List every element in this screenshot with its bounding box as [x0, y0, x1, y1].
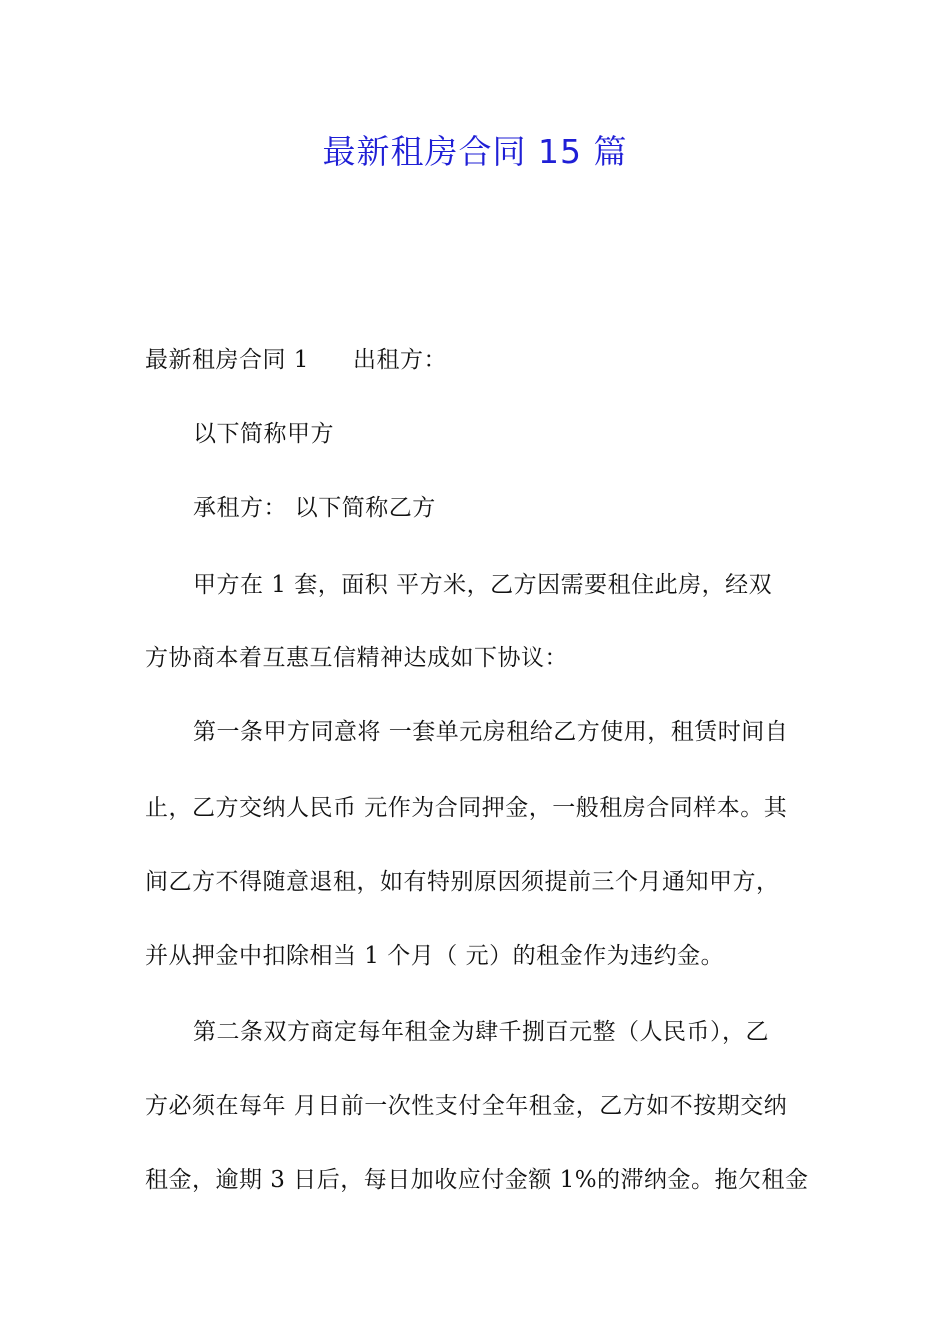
paragraph-text: 间乙方不得随意退租，如有特别原因须提前三个月通知甲方，	[145, 869, 780, 895]
document-title: 最新租房合同 15 篇	[322, 132, 628, 171]
paragraph-text: 第一条甲方同意将 一套单元房租给乙方使用，租赁时间自	[193, 719, 789, 745]
section-heading: 最新租房合同 1	[145, 347, 309, 373]
text-line-3	[193, 493, 436, 523]
paragraph-text: 甲方在 1 套，面积 平方米，乙方因需要租住此房，经双	[193, 572, 773, 598]
text-line-6	[193, 717, 788, 747]
lessor-label: 出租方：	[352, 347, 447, 373]
text-line-8	[145, 867, 780, 897]
paragraph-text: 租金，逾期 3 日后，每日加收应付金额 1%的滞纳金。拖欠租金	[145, 1167, 809, 1193]
text-line-2	[193, 419, 334, 449]
text-line-9	[145, 941, 724, 971]
text-line-4	[193, 570, 772, 600]
paragraph-text: 方必须在每年 月日前一次性支付全年租金，乙方如不按期交纳	[145, 1093, 788, 1119]
paragraph-text: 以下简称甲方	[193, 421, 334, 447]
text-line-7	[145, 793, 787, 823]
paragraph-text: 并从押金中扣除相当 1 个月（ 元）的租金作为违约金。	[145, 943, 725, 969]
paragraph-text: 承租方： 以下简称乙方	[193, 495, 436, 521]
text-line-1	[145, 345, 447, 375]
text-line-12	[145, 1165, 809, 1195]
text-line-5	[145, 643, 568, 673]
text-line-11	[145, 1091, 787, 1121]
text-line-10	[193, 1017, 769, 1047]
paragraph-text: 止，乙方交纳人民币 元作为合同押金，一般租房合同样本。其	[145, 795, 788, 821]
paragraph-text: 方协商本着互惠互信精神达成如下协议：	[145, 645, 568, 671]
paragraph-text: 第二条双方商定每年租金为肆千捌百元整（人民币），乙	[193, 1019, 769, 1045]
